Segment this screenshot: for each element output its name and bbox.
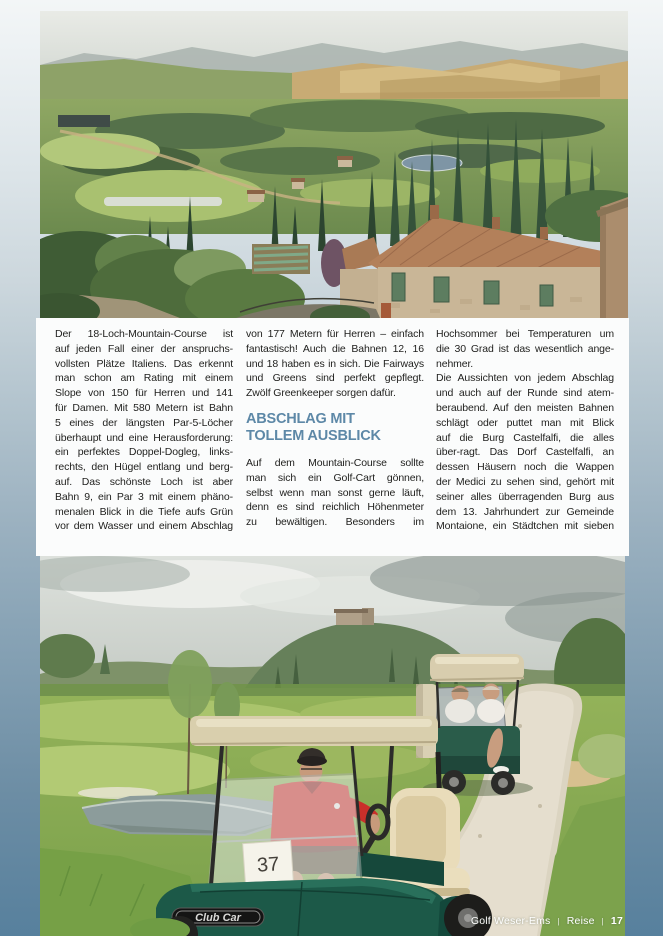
golf-carts-illustration <box>40 556 625 936</box>
text-line: Bahn 9, ein Par 3 mit einem phäno- <box>55 490 233 503</box>
text-line: menalen Blick in die Tiefe aufs Grün <box>55 505 233 518</box>
text-line: denn es sind reichlich Höhenmeter <box>246 501 424 514</box>
bottom-photo-golf-carts <box>40 556 625 936</box>
footer-separator: | <box>601 916 604 926</box>
text-line: Montaione, ein Städtchen mit sieben <box>436 520 614 533</box>
text-line: fantastisch! Auch die Bahnen 12, 16 <box>246 342 424 355</box>
cart-brand-plate: Club Car <box>195 912 241 924</box>
paragraph <box>55 327 233 534</box>
text-line: seiner alles überragenden Burg aus <box>436 490 614 503</box>
text-line: und 18 haben es in sich. Die Fairways <box>246 357 424 370</box>
text-line: auf jeden Fall einer der anspruchs- <box>55 342 233 355</box>
paragraph <box>246 456 424 530</box>
text-line: und auch auf der Runde sind atem- <box>436 387 614 400</box>
text-line: nehmer. <box>436 357 474 370</box>
paragraph <box>436 371 614 534</box>
text-line: auf. Das schönste Loch ist aber <box>55 475 233 488</box>
text-line: dem 13. Jahrhundert zur Gemeinde <box>436 505 614 518</box>
page-footer <box>471 915 623 927</box>
section-heading-line: TOLLEM AUSBLICK <box>246 427 381 444</box>
cart-number-sign: 37 <box>256 853 281 877</box>
text-line: und Greens sind perfekt gepflegt. <box>246 372 424 385</box>
text-line: über-ragt. Das Dorf Castelfalfi, an <box>436 446 614 459</box>
article-column-3 <box>436 327 614 534</box>
text-line: von 177 Metern für Herren – einfach <box>246 328 424 340</box>
text-line: Hochsommer bei Temperaturen um <box>436 328 614 340</box>
text-line: selbst wenn man sonst gerne läuft, <box>246 486 424 499</box>
text-line: ein perfektes Doppel-Dogleg, links- <box>55 446 233 459</box>
paragraph <box>246 327 424 401</box>
paragraph <box>436 327 614 371</box>
text-line: Die Aussichten von jedem Abschlag <box>436 372 614 385</box>
text-line: rechts, den Hügel entlang und berg- <box>55 461 233 474</box>
article-column-2 <box>246 327 424 530</box>
section-heading <box>246 411 424 445</box>
section-heading-line: ABSCHLAG MIT <box>246 410 355 427</box>
text-line: überhaupt und eine Herausforderung: <box>55 431 233 444</box>
top-photo-tuscan-valley <box>40 11 628 318</box>
text-line: Slope von 150 für Herren und 141 <box>55 387 233 400</box>
text-line: die 30 Grad ist das wesentlich ange- <box>436 342 614 355</box>
text-line: 5 eines der längsten Par-5-Löcher <box>55 416 233 429</box>
text-line: vollsten Plätze Italiens. Das erkennt <box>55 357 233 370</box>
text-line: vor dem Wasser und einem Abschlag <box>55 520 233 533</box>
text-line: dessen Häusern noch die Wappen <box>436 461 614 474</box>
text-line: zu bewältigen. Besonders im <box>246 516 424 529</box>
tuscan-valley-illustration <box>40 11 628 318</box>
text-line: der Medici zu sehen sind, gehört mit <box>436 475 614 488</box>
text-line: beraubend. Auf den meisten Bahnen <box>436 401 614 414</box>
article-column-1 <box>55 327 233 534</box>
footer-separator: | <box>557 916 560 926</box>
page-number: 17 <box>610 915 623 927</box>
text-line: Der 18-Loch-Mountain-Course ist <box>55 328 233 340</box>
text-line: man sich ein Golf-Cart gönnen, <box>246 471 424 484</box>
text-line: auf die Burg Castelfalfi, die alles <box>436 431 614 444</box>
text-line: man schon am Rating mit einem <box>55 372 233 385</box>
footer-category: Reise <box>566 915 595 927</box>
article-text-panel <box>36 318 629 556</box>
text-line: Zwölf Greenkeeper sorgen dafür. <box>246 387 396 400</box>
text-line: Auf dem Mountain-Course sollte <box>246 456 424 469</box>
text-line: schlägt oder puttet man mit Blick <box>436 416 614 429</box>
footer-section: Golf Weser-Ems <box>470 915 551 927</box>
text-line: für Damen. Mit 580 Metern ist Bahn <box>55 401 233 414</box>
